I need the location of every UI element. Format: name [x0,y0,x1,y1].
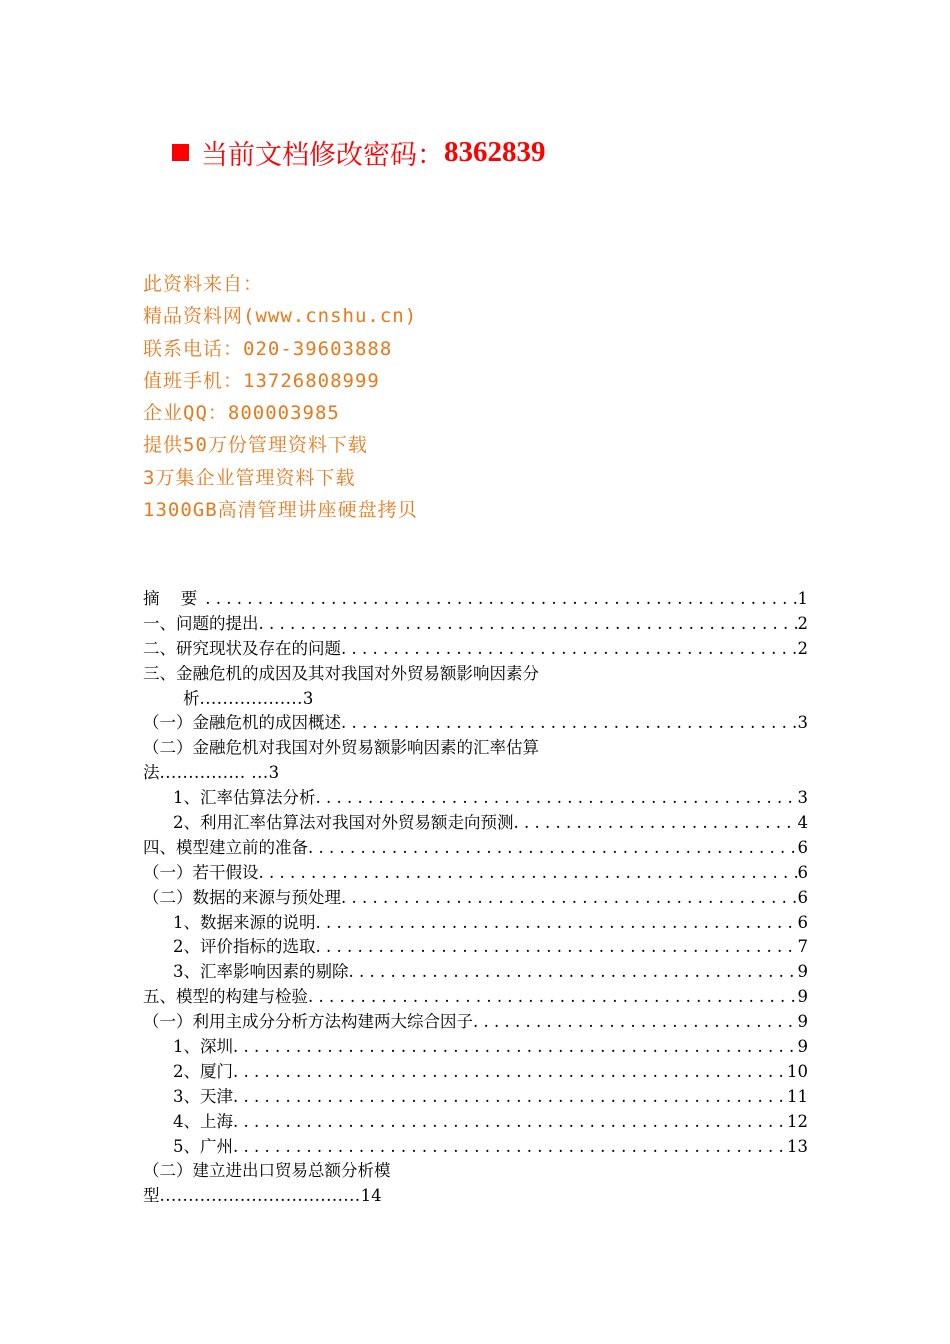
password-label: 当前文档修改密码： [201,139,444,171]
table-of-contents [143,587,808,1209]
toc-entry[interactable] [143,960,808,985]
toc-entry[interactable] [143,711,808,736]
password-value: 8362839 [444,135,546,168]
toc-leader [341,711,798,736]
toc-leader [259,612,798,637]
toc-leader: ................................... [159,1186,361,1206]
toc-page: 1 [797,589,808,608]
toc-title: 4、上海 [173,1111,233,1131]
toc-leader [349,960,798,985]
toc-leader [308,836,798,861]
toc-page: 9 [797,1037,808,1057]
toc-page: 9 [797,1012,808,1032]
toc-entry[interactable] [143,836,808,861]
toc-entry[interactable] [143,1060,808,1085]
toc-page: 3 [797,788,808,808]
toc-page: 2 [797,638,808,658]
source-line: 联系电话：020-39603888 [143,337,393,360]
toc-title: 析 [183,688,200,708]
toc-page: 3 [797,713,808,733]
toc-leader [233,1085,787,1110]
toc-page: 6 [797,887,808,907]
toc-title: 3、汇率影响因素的剔除 [173,962,349,982]
toc-page: 9 [797,987,808,1007]
source-line: 企业QQ：800003985 [143,402,340,425]
toc-leader [205,587,797,612]
toc-leader [233,1135,787,1160]
source-info-block [143,268,418,526]
toc-title: 1、深圳 [173,1037,233,1057]
toc-page: 14 [360,1186,382,1206]
toc-title: 3、天津 [173,1086,233,1106]
toc-title: 一、问题的提出 [143,613,259,633]
toc-title: 1、数据来源的说明 [173,912,316,932]
toc-leader [308,985,798,1010]
toc-leader [514,811,798,836]
password-banner [172,132,546,172]
toc-leader [341,637,798,662]
toc-entry-continuation[interactable] [143,687,808,712]
toc-entry[interactable] [143,736,808,761]
toc-entry[interactable] [143,612,808,637]
toc-entry[interactable] [143,985,808,1010]
toc-page: 3 [268,763,280,783]
toc-entry[interactable] [143,911,808,936]
toc-title: 2、评价指标的选取 [173,937,316,957]
toc-title: （一）金融危机的成因概述 [143,713,341,733]
toc-leader [233,1035,798,1060]
toc-entry[interactable] [143,811,808,836]
toc-page: 12 [787,1111,808,1131]
source-line: 值班手机：13726808999 [143,369,380,392]
toc-leader [316,786,798,811]
red-square-bullet-icon [172,144,189,161]
toc-title: （二）金融危机对我国对外贸易额影响因素的汇率估算 [143,738,539,758]
toc-entry[interactable] [143,861,808,886]
source-line: 此资料来自： [143,273,264,295]
toc-title: （一）利用主成分分析方法构建两大综合因子 [143,1012,473,1032]
toc-title: （二）建立进出口贸易总额分析模 [143,1161,391,1181]
toc-title: 摘 要 [143,589,206,608]
toc-title: （一）若干假设 [143,862,259,882]
toc-entry[interactable] [143,786,808,811]
toc-entry[interactable] [143,1159,808,1184]
toc-leader [233,1110,787,1135]
toc-leader: .................. [199,688,303,708]
toc-title: 5、广州 [173,1136,233,1156]
toc-title: 三、金融危机的成因及其对我国对外贸易额影响因素分 [143,663,539,683]
toc-page: 6 [797,912,808,932]
toc-page: 7 [797,937,808,957]
toc-leader [316,935,798,960]
toc-page: 4 [797,813,808,833]
toc-leader: ............... ... [159,763,269,783]
source-line: 提供50万份管理资料下载 [143,434,368,457]
toc-entry-continuation[interactable] [143,1184,808,1209]
toc-title: 五、模型的构建与检验 [143,987,308,1007]
toc-page: 6 [797,837,808,857]
toc-entry[interactable] [143,637,808,662]
toc-title: 型 [143,1186,160,1206]
toc-page: 13 [787,1136,808,1156]
toc-entry[interactable] [143,1010,808,1035]
toc-title: 2、利用汇率估算法对我国对外贸易额走向预测 [173,813,514,833]
toc-leader [473,1010,798,1035]
toc-title: 法 [143,763,160,783]
toc-page: 11 [787,1086,808,1106]
toc-leader [259,861,798,886]
toc-leader [316,911,798,936]
source-line: 1300GB高清管理讲座硬盘拷贝 [143,499,418,522]
toc-page: 2 [797,613,808,633]
toc-entry[interactable] [143,662,808,687]
source-line: 精品资料网(www.cnshu.cn) [143,305,418,328]
toc-entry[interactable] [143,886,808,911]
toc-title: 2、厦门 [173,1061,233,1081]
toc-page: 6 [797,862,808,882]
toc-entry[interactable] [143,1035,808,1060]
toc-entry[interactable] [143,1085,808,1110]
toc-title: （二）数据的来源与预处理 [143,887,341,907]
toc-leader [341,886,798,911]
toc-entry[interactable] [143,587,808,612]
toc-leader [233,1060,787,1085]
toc-title: 四、模型建立前的准备 [143,837,308,857]
toc-page: 3 [302,688,314,708]
toc-entry-continuation[interactable] [143,761,808,786]
toc-page: 10 [787,1061,808,1081]
source-line: 3万集企业管理资料下载 [143,466,356,489]
toc-entry[interactable] [143,1110,808,1135]
toc-title: 二、研究现状及存在的问题 [143,638,341,658]
toc-entry[interactable] [143,935,808,960]
toc-entry[interactable] [143,1135,808,1160]
toc-title: 1、汇率估算法分析 [173,788,316,808]
toc-page: 9 [797,962,808,982]
